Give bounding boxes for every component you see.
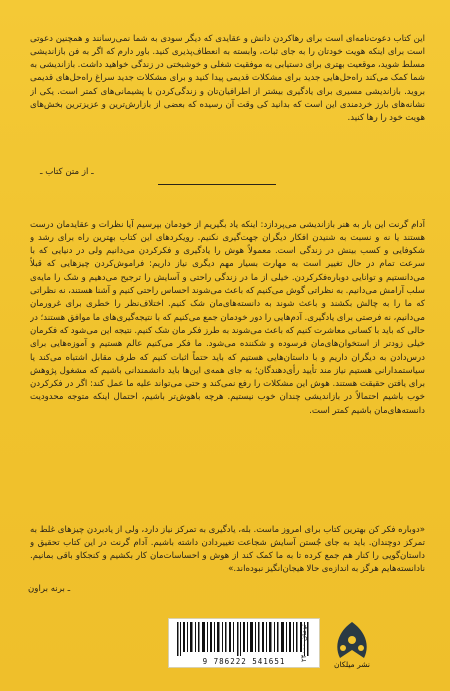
publisher-name: نشر میلکان	[334, 660, 370, 669]
section-divider	[158, 184, 276, 185]
price-label: ۲۴۰۰۰ تومان	[300, 624, 308, 662]
endorsement-quote: «دوباره فکر کن بهترین کتاب برای امروز ماست. بله، یادگیری به تمرکز نیاز دارد، ولی از یادبردن چیزهای غلط به تمرکز دوچندان. باید به جای جُستن آسایش شجاعت تغییردادن داشته باشیم. آدام گرنت در این کتاب تحقیق و داستان‌گویی را کنار هم جمع کرده تا به ما کمک کند از هوش و احساسات‌مان کار بکشیم و کنجکاو باقی بمانیم. نادانسته‌هایم هرگز به اندازه‌ی حالا هیجان‌انگیز نبوده‌اند.»	[30, 524, 425, 575]
main-description: آدام گرنت این بار به هنر بازاندیشی می‌پردازد: اینکه یاد بگیریم از خودمان بپرسیم آیا نظرات و عقایدمان درست هستند یا نه و نسبت به شنیدن افکار دیگران جهت‌گیری نکنیم. رویکردهای این کتاب بهترین راه برای رشد و شکوفایی و کسب بینش در زندگی است. معمولاً هوش را یادگیری و فکرکردن می‌دانیم ولی در دنیایی که با سرعت تمام در حال تغییر است به مهارت بسیار مهم دیگری نیاز داریم: فراموش‌کردن چیزهایی که قبلاً می‌دانستیم و توانایی دوباره‌فکرکردن. خیلی از ما در زندگی راحتی و آسایش را ترجیح می‌دهیم و شک را مایه‌ی سلب آرامش می‌دانیم. به نظراتی گوش می‌کنیم که باعث می‌شوند احساس راحتی کنیم و آشنا هستند، نه نظراتی که ما را به چالش بکشند و باعث شوند به دانسته‌های‌مان شک کنیم. اختلاف‌نظر را خطری برای غرورمان می‌دانیم، نه فرصتی برای یادگیری. آدم‌هایی را دور خودمان جمع می‌کنیم که با نتیجه‌گیری‌های ما موافق هستند؛ در حالی که باید با کسانی معاشرت کنیم که باعث می‌شوند به طرز فکر مان شک کنیم. نتیجه این می‌شود که فکرمان خیلی زودتر از استخوان‌های‌مان فرسوده و شکننده می‌شود. ما فکر می‌کنیم عالم هستیم و آموزه‌هایی برای درس‌دادن به دیگران داریم و با داستان‌هایی هستیم که باید حتماً اثبات کنیم که طرف مقابل اشتباه می‌کند یا سیاستمدارانی هستیم نیاز مند تأیید رأی‌دهندگان؛ به جای همه‌ی این‌ها باید دانشمندانی باشیم که مشغول پژوهش برای یافتن حقیقت هستند. هوش این مشکلات را رفع نمی‌کند و حتی می‌تواند علیه ما عمل کند: اگر در فکرکردن خوب باشیم احتمالاً در بازاندیشی چندان خوب نیستیم. هرچه باهوش‌تر باشیم، احتمال اینکه متوجه محدودیت دانسته‌های‌مان باشیم کمتر است.	[30, 219, 425, 416]
intro-attribution: ـ از متن کتاب ـ	[40, 167, 94, 177]
barcode-bars-icon	[177, 622, 311, 656]
intro-paragraph: این کتاب دعوت‌نامه‌ای است برای رهاکردن دانش و عقایدی که دیگر سودی به شما نمی‌رسانند و همچنین دعوتی است برای اینکه هویت خودتان را به جای ثبات، وابسته به انعطاف‌پذیری کنید. باور دارم که اگر به فن بازاندیشی مسلط شوید، موقعیت بهتری برای دستیابی به موفقیت شغلی و خوشبختی در زندگی خواهید داشت. بازاندیشی به شما کمک می‌کند راه‌حل‌هایی جدید برای مشکلات قدیمی پیدا کنید و برای مشکلات جدید سراغ راه‌حل‌های قدیمی بروید. بازاندیشی مسیری برای یادگیری بیشتر از اطرافیان‌تان و زندگی‌کردن با پشیمانی‌های کمتر است. یکی از نشانه‌های بارز خردمندی این است که بدانید کی وقت آن رسیده که بعضی از بازارش‌ترین و عزیزترین بخش‌های هویت خود را رها کنید.	[30, 33, 425, 124]
isbn-barcode	[168, 618, 320, 668]
quote-attribution: ـ برنه براون	[28, 584, 71, 594]
isbn-digits: 9 786222 541651	[202, 657, 286, 666]
